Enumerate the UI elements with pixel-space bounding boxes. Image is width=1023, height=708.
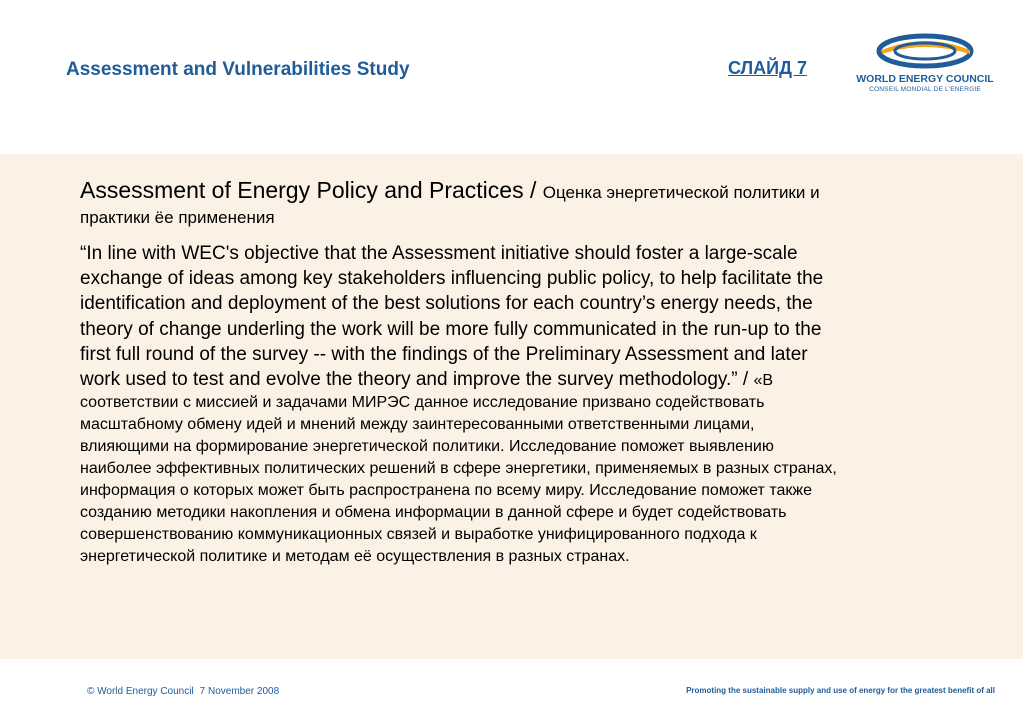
- heading-russian: Оценка энергетической политики и практики ёе применения: [80, 183, 820, 227]
- wec-globe-icon: [872, 30, 978, 72]
- wec-logo: [850, 30, 1000, 98]
- slide-body: [80, 178, 845, 568]
- footer-date: 7 November 2008: [199, 686, 280, 697]
- quote-english: “In line with WEC's objective that the Assessment initiative should foster a large-scale exchange of ideas among key stakeholders influencing public policy, to help facilitate the identification and deployment of the best solutions for each country’s energy needs, the theory of change underling the work will be more fully communicated in the run-up to the first full round of the survey -- with the findings of the Preliminary Assessment and later work used to test and evolve the theory and improve the survey methodology.” /: [80, 243, 824, 391]
- heading-english: Assessment of Energy Policy and Practices /: [80, 177, 543, 203]
- quote-paragraph: [80, 241, 845, 568]
- footer-left: [87, 686, 279, 697]
- logo-name: WORLD ENERGY COUNCIL: [856, 73, 994, 85]
- footer-tagline: Promoting the sustainable supply and use of energy for the greatest benefit of all: [686, 686, 995, 695]
- quote-russian: «В соответствии с миссией и задачами МИРЭС данное исследование призвано содействовать масштабному обмену идей и мнений между заинтересованными ответственными лицами, влияющими на формирование энергетической политики. Исследование поможет выявлению наиболее эффективных политических решений в сфере энергетики, применяемых в разных странах, информация о которых может быть распространена по всему миру. Исследование поможет также созданию методики накопления и обмена информации в данной сфере и будет содействовать совершенствованию коммуникационных связей и выработке унифицированного подхода к энергетической политике и методам её осуществления в разных странах.: [80, 372, 837, 566]
- content-panel: [0, 154, 1023, 659]
- slide-number-link[interactable]: СЛАЙД 7: [728, 58, 807, 78]
- page-title: Assessment and Vulnerabilities Study: [66, 59, 410, 80]
- footer-copyright: © World Energy Council: [87, 686, 194, 697]
- slide-heading: [80, 178, 845, 231]
- logo-subtitle: CONSEIL MONDIAL DE L'ENERGIE: [869, 86, 981, 93]
